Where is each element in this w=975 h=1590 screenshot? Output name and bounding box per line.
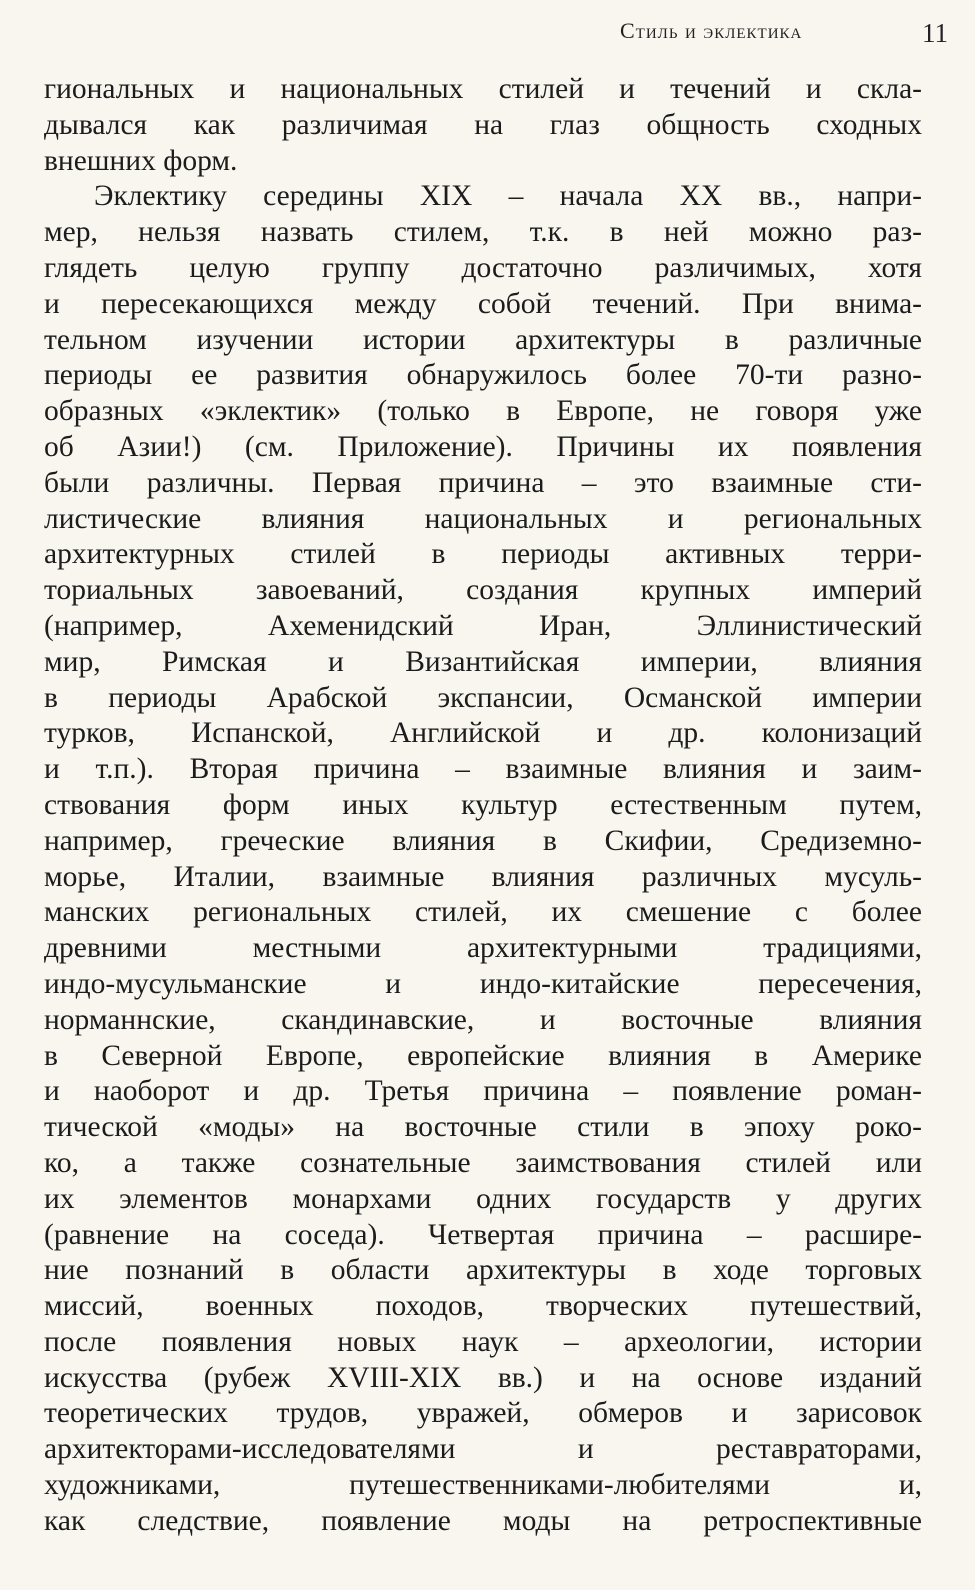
text-line: их элементов монархами одних государств у других	[44, 1182, 922, 1215]
text-line: искусства (рубеж XVIII-XIX вв.) и на основе изданий	[44, 1361, 922, 1394]
text-line: в периоды Арабской экспансии, Османской империи	[44, 681, 922, 714]
text-line: гиональных и национальных стилей и течений и скла-	[44, 73, 922, 105]
text-line: ствования форм иных культур естественным путем,	[44, 788, 922, 821]
text-line: (равнение на соседа). Четвертая причина – расшире-	[44, 1218, 922, 1251]
text-line: норманнские, скандинавские, и восточные влияния	[44, 1003, 922, 1036]
text-line: были различны. Первая причина – это взаимные сти-	[44, 466, 922, 499]
text-line: и наоборот и др. Третья причина – появление роман-	[44, 1075, 922, 1108]
text-line: и т.п.). Вторая причина – взаимные влияния и заим-	[44, 753, 922, 786]
body-text	[44, 72, 922, 1540]
text-line: глядеть целую группу достаточно различимых, хотя	[44, 251, 922, 284]
text-line: мир, Римская и Византийская империи, влияния	[44, 645, 922, 678]
text-line: художниками, путешественниками-любителями и,	[44, 1469, 922, 1502]
text-line: об Азии!) (см. Приложение). Причины их появления	[44, 430, 922, 463]
text-line: турков, Испанской, Английской и др. колонизаций	[44, 717, 922, 750]
text-line: архитектурных стилей в периоды активных терри-	[44, 538, 922, 571]
text-line: древними местными архитектурными традициями,	[44, 932, 922, 965]
text-line: теоретических трудов, увражей, обмеров и зарисовок	[44, 1397, 922, 1430]
text-line: мер, нельзя назвать стилем, т.к. в ней можно раз-	[44, 216, 922, 249]
text-line: индо-мусульманские и индо-китайские пересечения,	[44, 967, 922, 1000]
text-line: архитекторами-исследователями и реставраторами,	[44, 1433, 922, 1466]
text-line: тической «моды» на восточные стили в эпоху роко-	[44, 1111, 922, 1144]
text-line: ко, а также сознательные заимствования стилей или	[44, 1146, 922, 1179]
text-line: дывался как различимая на глаз общность сходных	[44, 108, 922, 141]
text-line: в Северной Европе, европейские влияния в Америке	[44, 1039, 922, 1072]
text-line: манских региональных стилей, их смешение с более	[44, 896, 922, 929]
text-line: образных «эклектик» (только в Европе, не говоря уже	[44, 395, 922, 428]
text-line: морье, Италии, взаимные влияния различных мусуль-	[44, 860, 922, 893]
text-line: например, греческие влияния в Скифии, Средиземно-	[44, 824, 922, 857]
text-line: тельном изучении истории архитектуры в различные	[44, 323, 922, 356]
text-line: миссий, военных походов, творческих путешествий,	[44, 1290, 922, 1323]
text-line: листические влияния национальных и региональных	[44, 502, 922, 535]
text-line: периоды ее развития обнаружилось более 70-ти разно-	[44, 359, 922, 392]
text-line: Эклектику середины XIX – начала XX вв., напри-	[94, 180, 922, 213]
text-line: внешних форм.	[44, 144, 238, 177]
text-line: и пересекающихся между собой течений. При внима-	[44, 287, 922, 320]
running-head: Стиль и эклектика	[620, 18, 803, 43]
text-line: как следствие, появление моды на ретроспективные	[44, 1504, 922, 1537]
page-number: 11	[922, 18, 948, 48]
text-line: ториальных завоеваний, создания крупных империй	[44, 574, 922, 607]
text-line: ние познаний в области архитектуры в ходе торговых	[44, 1254, 922, 1287]
text-line: после появления новых наук – археологии, истории	[44, 1325, 922, 1358]
text-line: (например, Ахеменидский Иран, Эллинистический	[44, 609, 922, 642]
